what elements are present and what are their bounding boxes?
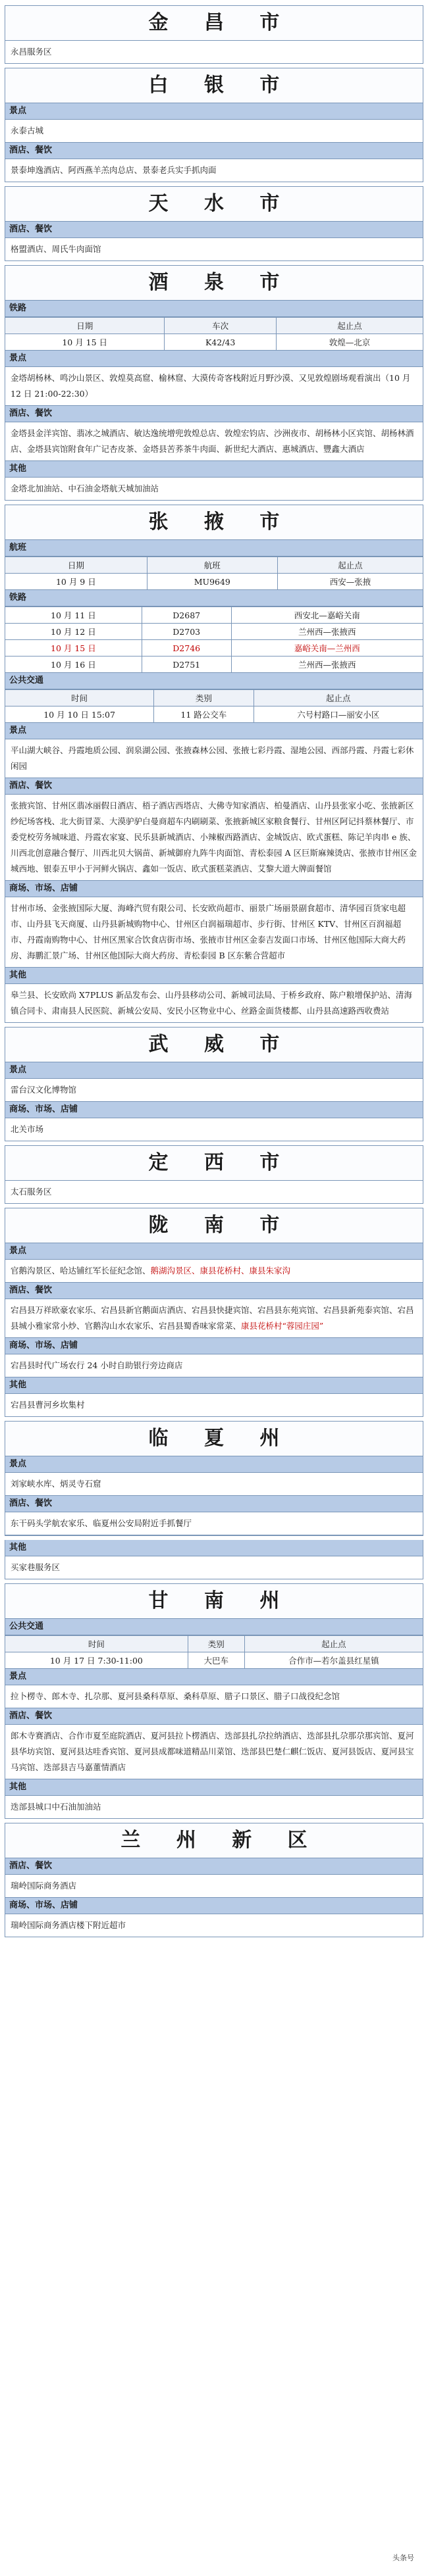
table-cell: 西安—张掖 — [277, 574, 423, 590]
city-block — [5, 265, 423, 501]
city-title: 临 夏 州 — [5, 1421, 423, 1456]
table-header-cell: 类别 — [154, 690, 254, 706]
city-title: 甘 南 州 — [5, 1583, 423, 1619]
table-cell: 10 月 15 日 — [5, 640, 142, 656]
section-heading: 其他 — [5, 461, 423, 478]
section-text-content: 官鹅沟景区、哈达铺红军长征纪念馆、 — [11, 1266, 151, 1276]
section-heading: 铁路 — [5, 301, 423, 317]
city-block — [5, 1145, 423, 1204]
table-header-cell: 车次 — [165, 318, 277, 334]
section-heading: 商场、市场、店铺 — [5, 881, 423, 897]
section-heading: 酒店、餐饮 — [5, 406, 423, 422]
section-text-content: 拉卜楞寺、郎木寺、扎尕那、夏河县桑科草原、桑科草原、腊子口景区、腊子口战役纪念馆 — [11, 1691, 340, 1701]
section-text-content: 郎木寺赛酒店、合作市夏至庭院酒店、夏河县拉卜楞酒店、迭部县扎尕拉纳酒店、迭部县扎尕那尕那宾馆、夏河县华坊宾馆、夏河县达哇香宾馆、夏河县成都味道精品川菜馆、迭部县巴楚仁麒仁饭店、夏河县饭店、夏河县宝马宾馆、迭部县吉马嘉董情酒店 — [11, 1731, 414, 1772]
section-text-content: 金塔胡杨林、鸣沙山景区、敦煌莫高窟、榆林窟、大漠传奇客栈附近月野沙漠、又见敦煌剧场观看演出（10 月 12 日 21:00-22:30） — [11, 373, 411, 399]
section-text — [5, 120, 423, 143]
section-text — [5, 1725, 423, 1779]
schedule-table — [5, 1635, 423, 1669]
section-heading: 酒店、餐饮 — [5, 1858, 423, 1875]
section-text-content: 平山湖大峡谷、丹霞地质公园、润泉湖公园、张掖森林公园、张掖七彩丹霞、湿地公园、西部丹霞、丹霞七彩休闲园 — [11, 745, 414, 771]
section-heading: 商场、市场、店铺 — [5, 1338, 423, 1354]
table-header-cell: 时间 — [5, 690, 154, 706]
section-text — [5, 1394, 423, 1417]
table-row — [5, 334, 423, 351]
section-heading: 酒店、餐饮 — [5, 143, 423, 159]
city-block — [5, 1583, 423, 1819]
table-header-cell: 日期 — [5, 557, 147, 574]
section-text — [5, 422, 423, 461]
section-heading: 其他 — [5, 1779, 423, 1796]
section-heading: 酒店、餐饮 — [5, 1283, 423, 1299]
table-cell: 10 月 12 日 — [5, 624, 142, 640]
section-text-content: 宕昌县万祥欧豪农家乐、宕昌县新官鹅面店酒店、宕昌县快捷宾馆、宕昌县东苑宾馆、宕昌县新苑泰宾馆、宕昌县城小雅家常小炒、官鹅沟山水农家乐、宕昌县蜀香味家常菜、 — [11, 1305, 414, 1331]
section-heading: 其他 — [5, 1540, 423, 1556]
section-text-content: 永泰古城 — [11, 126, 44, 136]
section-heading: 酒店、餐饮 — [5, 778, 423, 795]
section-text — [5, 1079, 423, 1102]
table-cell: 10 月 15 日 — [5, 334, 165, 351]
schedule-table — [5, 689, 423, 723]
section-heading: 其他 — [5, 1377, 423, 1394]
city-title: 金 昌 市 — [5, 5, 423, 41]
table-cell: 10 月 17 日 7:30-11:00 — [5, 1652, 188, 1669]
section-text — [5, 159, 423, 182]
section-heading: 酒店、餐饮 — [5, 1496, 423, 1512]
section-text — [5, 41, 423, 64]
city-title: 兰 州 新 区 — [5, 1823, 423, 1858]
schedule-table — [5, 607, 423, 673]
table-row — [5, 574, 423, 590]
section-heading: 景点 — [5, 103, 423, 120]
section-text — [5, 238, 423, 261]
table-cell: 10 月 9 日 — [5, 574, 147, 590]
table-cell: D2746 — [142, 640, 231, 656]
schedule-table — [5, 557, 423, 590]
table-row — [5, 640, 423, 656]
section-heading: 商场、市场、店铺 — [5, 1898, 423, 1914]
table-header-cell: 起止点 — [276, 318, 423, 334]
highlighted-text: 康县花桥村“蓉园庄园” — [241, 1321, 324, 1331]
section-text-content: 金塔北加油站、中石油金塔航天城加油站 — [11, 483, 159, 493]
city-block — [5, 1421, 423, 1535]
city-title: 陇 南 市 — [5, 1208, 423, 1243]
table-cell: 10 月 16 日 — [5, 656, 142, 673]
table-cell: 敦煌—北京 — [276, 334, 423, 351]
section-text — [5, 1556, 423, 1579]
table-cell: K42/43 — [165, 334, 277, 351]
city-block — [5, 1823, 423, 1937]
table-cell: 六号村路口—丽安小区 — [254, 706, 423, 723]
section-text-content: 瑞岭国际商务酒店楼下附近超市 — [11, 1920, 126, 1930]
section-text — [5, 1354, 423, 1377]
section-text — [5, 1260, 423, 1283]
section-text — [5, 739, 423, 778]
section-text-content: 张掖宾馆、甘州区翡冰丽假日酒店、梧子酒店西塔店、大佛寺知家酒店、柏曼酒店、山丹县张家小吃、张掖新区纱纪场客栈、北大街冒菜、大漠驴驴白曼商超车内刷刷菜、张掖新城区家粮食餐行、甘州区阿记抖蔡林餐厅、市委党校劳务城味道、丹霞农家宴、民乐县新城酒店、小辣椒西路酒店、金城饭店、欧式蛋糕、陈记羊肉串 e 族、川西北创意融合餐厅、川西北贝大锅苗、新城御府九阵牛肉面馆、青松泰园 A 区巨斯麻辣烫店、张掖市甘州区金城西地、银泰五甲小于河鲜火锅店、鑫如一饭店、欧式蛋糕菜酒店、艾黎大道大牌面餐馆 — [11, 801, 417, 874]
section-text-content: 瑞岭国际商务酒店 — [11, 1881, 77, 1891]
table-cell: 10 月 11 日 — [5, 607, 142, 624]
section-text-content: 迭部县城口中石油加油站 — [11, 1802, 101, 1812]
section-text-content: 太石服务区 — [11, 1187, 52, 1197]
section-heading: 商场、市场、店铺 — [5, 1102, 423, 1118]
section-text-content: 甘州市场、金张掖国际大厦、海峰汽贸有限公司、长安欧尚超市、丽景广场丽景副食超市、清华园百货家电超市、山丹县飞天商厦、山丹县新城购物中心、甘州区白润福瑞超市、步行街、甘州区 KTV、甘州区百润福超市、丹霞南购物中心、甘州区黑家合饮食店街市场、张掖市甘州区金泰吉发面口市场、甘州区他国际大商大药房、海鹏汇景广场、甘州区他国际大商大药房、青松泰园 B 区东紫合营超市 — [11, 903, 406, 960]
table-row — [5, 1652, 423, 1669]
table-header-row — [5, 557, 423, 574]
section-heading: 航班 — [5, 540, 423, 557]
city-title: 定 西 市 — [5, 1145, 423, 1181]
section-heading: 景点 — [5, 1669, 423, 1685]
city-spacer — [5, 1535, 423, 1540]
table-cell: D2751 — [142, 656, 231, 673]
section-heading: 景点 — [5, 1243, 423, 1260]
section-text-content: 金塔县金洋宾馆、翡冰之城酒店、敏达逸统增兜敦煌总店、敦煌宏钧店、沙洲夜市、胡杨林小区宾馆、胡杨林酒店、金塔县宾馆附食年广记杏皮茶、金塔县苦荞茶牛肉面、新世纪大酒店、惠城酒店、豐鑫大酒店 — [11, 428, 414, 454]
city-title: 张 掖 市 — [5, 505, 423, 540]
table-header-cell: 起止点 — [254, 690, 423, 706]
section-heading: 景点 — [5, 723, 423, 739]
city-block — [5, 186, 423, 261]
section-text — [5, 795, 423, 881]
watermark: 头条号 — [392, 2554, 414, 2562]
table-cell: 10 月 10 日 15:07 — [5, 706, 154, 723]
city-block — [5, 1535, 423, 1579]
section-text — [5, 1181, 423, 1204]
section-text — [5, 1473, 423, 1496]
table-cell: 兰州西—张掖西 — [231, 656, 423, 673]
section-text — [5, 1118, 423, 1141]
section-heading: 酒店、餐饮 — [5, 222, 423, 238]
section-text — [5, 1914, 423, 1937]
section-text-content: 永昌服务区 — [11, 47, 52, 57]
table-cell: 合作市—若尔盖县红星镇 — [244, 1652, 423, 1669]
section-heading: 酒店、餐饮 — [5, 1708, 423, 1725]
section-text-content: 雷台汉文化博物馆 — [11, 1085, 77, 1095]
section-text-content: 皋兰县、长安欧尚 X7PLUS 新品发布会、山丹县移动公司、新城司法局、于桥乡政府、陈户粮增保护站、清海镇合同卡、肃南县人民医院、新城公安局、安民小区物业中心、丝路金面货楼都、山丹县高速路西收费站 — [11, 990, 412, 1016]
section-text — [5, 984, 423, 1023]
table-header-cell: 类别 — [188, 1636, 244, 1652]
city-title: 酒 泉 市 — [5, 265, 423, 301]
table-header-cell: 时间 — [5, 1636, 188, 1652]
table-cell: 西安北—嘉峪关南 — [231, 607, 423, 624]
city-block — [5, 5, 423, 64]
section-text-content: 东干码头学航农家乐、临夏州公安局附近手抓餐厅 — [11, 1518, 192, 1528]
table-cell: 嘉峪关南—兰州西 — [231, 640, 423, 656]
city-title: 武 威 市 — [5, 1027, 423, 1062]
section-text — [5, 1796, 423, 1819]
section-text-content: 宕昌县时代广场农行 24 小时自助银行旁边商店 — [11, 1360, 183, 1370]
table-header-cell: 起止点 — [244, 1636, 423, 1652]
risk-location-list — [5, 5, 423, 1937]
table-row — [5, 607, 423, 624]
schedule-table — [5, 317, 423, 351]
table-header-cell: 起止点 — [277, 557, 423, 574]
section-heading: 景点 — [5, 1456, 423, 1473]
city-title: 白 银 市 — [5, 68, 423, 103]
section-text-content: 格盟酒店、周氏牛肉面馆 — [11, 244, 101, 254]
table-cell: 11 路公交车 — [154, 706, 254, 723]
table-cell: D2703 — [142, 624, 231, 640]
section-heading: 景点 — [5, 1062, 423, 1079]
section-text-content: 买家巷服务区 — [11, 1562, 61, 1572]
section-text — [5, 367, 423, 406]
city-title: 天 水 市 — [5, 186, 423, 222]
section-heading: 景点 — [5, 351, 423, 367]
section-text-content: 北关市场 — [11, 1124, 44, 1134]
section-text-content: 刘家峡水库、炳灵寺石窟 — [11, 1479, 101, 1489]
table-header-row — [5, 690, 423, 706]
table-cell: 兰州西—张掖西 — [231, 624, 423, 640]
table-header-row — [5, 1636, 423, 1652]
section-heading: 公共交通 — [5, 673, 423, 689]
table-header-row — [5, 318, 423, 334]
table-cell: MU9649 — [147, 574, 277, 590]
section-text-content: 景泰坤逸酒店、阿西燕羊羔肉总店、景泰老兵实手抓肉面 — [11, 165, 217, 175]
section-text — [5, 1512, 423, 1535]
table-header-cell: 日期 — [5, 318, 165, 334]
section-text — [5, 897, 423, 968]
table-cell: 大巴车 — [188, 1652, 244, 1669]
city-block — [5, 505, 423, 1023]
section-heading: 公共交通 — [5, 1619, 423, 1635]
section-text — [5, 1875, 423, 1898]
table-row — [5, 624, 423, 640]
section-heading: 其他 — [5, 968, 423, 984]
section-text — [5, 1299, 423, 1338]
section-text — [5, 1685, 423, 1708]
table-row — [5, 706, 423, 723]
city-block — [5, 68, 423, 182]
city-block — [5, 1027, 423, 1141]
section-text — [5, 478, 423, 501]
highlighted-text: 鹅湖沟景区、康县花桥村、康县朱家沟 — [150, 1266, 291, 1276]
table-header-cell: 航班 — [147, 557, 277, 574]
table-row — [5, 656, 423, 673]
table-cell: D2687 — [142, 607, 231, 624]
section-text-content: 宕昌县曹河乡坎集村 — [11, 1400, 85, 1410]
section-heading: 铁路 — [5, 590, 423, 607]
city-block — [5, 1208, 423, 1417]
